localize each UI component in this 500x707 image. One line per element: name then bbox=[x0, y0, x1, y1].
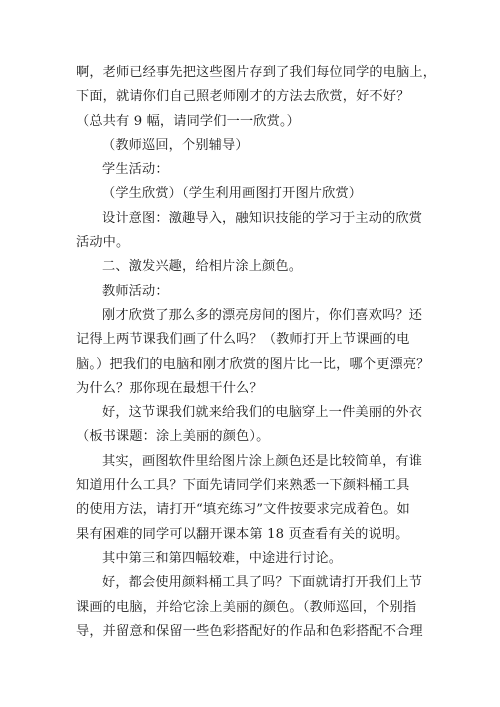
text-line: 好，都会使用颜料桶工具了吗？下面就请打开我们上节 bbox=[102, 575, 423, 591]
text-line: 活动中。 bbox=[76, 235, 130, 251]
text-line: 记得上两节课我们画了什么吗？（教师打开上节课画的电 bbox=[76, 332, 410, 348]
text-line: 知道用什么工具？下面先请同学们来熟悉一下颜料桶工具 bbox=[76, 478, 410, 494]
section-label: 教师活动： bbox=[102, 283, 169, 299]
text-line: （教师巡回，个别辅导） bbox=[102, 137, 249, 153]
text-line: 设计意图：激趣导入，融知识技能的学习于主动的欣赏 bbox=[102, 210, 423, 226]
text-line: 脑。）把我们的电脑和刚才欣赏的图片比一比，哪个更漂亮？ bbox=[76, 356, 430, 372]
text-line: 果有困难的同学可以翻开课本第 18 页查看有关的说明。 bbox=[76, 526, 409, 542]
text-line: 课画的电脑，并给它涂上美丽的颜色。（教师巡回，个别指 bbox=[76, 599, 417, 615]
text-line: 好，这节课我们就来给我们的电脑穿上一件美丽的外衣 bbox=[102, 405, 423, 421]
text-line: 啊，老师已经事先把这些图片存到了我们每位同学的电脑上， bbox=[76, 65, 437, 80]
text-line: （总共有 9 幅，请同学们一一欣赏。） bbox=[76, 113, 301, 129]
text-line: 其中第三和第四幅较难，中途进行讨论。 bbox=[102, 550, 343, 566]
text-line: 刚才欣赏了那么多的漂亮房间的图片，你们喜欢吗？还 bbox=[102, 307, 423, 323]
section-label: 学生活动： bbox=[102, 162, 169, 178]
document-body bbox=[76, 61, 440, 644]
section-heading: 二、激发兴趣，给相片涂上颜色。 bbox=[102, 259, 303, 275]
text-line: 的使用方法，请打开“填充练习”文件按要求完成着色。如 bbox=[76, 502, 410, 518]
text-line: 下面，就请你们自己照老师刚才的方法去欣赏，好不好？ bbox=[76, 89, 410, 105]
text-line: （板书课题：涂上美丽的颜色）。 bbox=[76, 429, 270, 445]
text-line: 为什么？那你现在最想干什么？ bbox=[76, 380, 263, 396]
text-line: 其实，画图软件里给图片涂上颜色还是比较简单，有谁 bbox=[102, 453, 423, 469]
text-line: 导，并留意和保留一些色彩搭配好的作品和色彩搭配不合理 bbox=[76, 623, 423, 639]
text-line: （学生欣赏）（学生利用画图打开图片欣赏） bbox=[102, 186, 363, 202]
